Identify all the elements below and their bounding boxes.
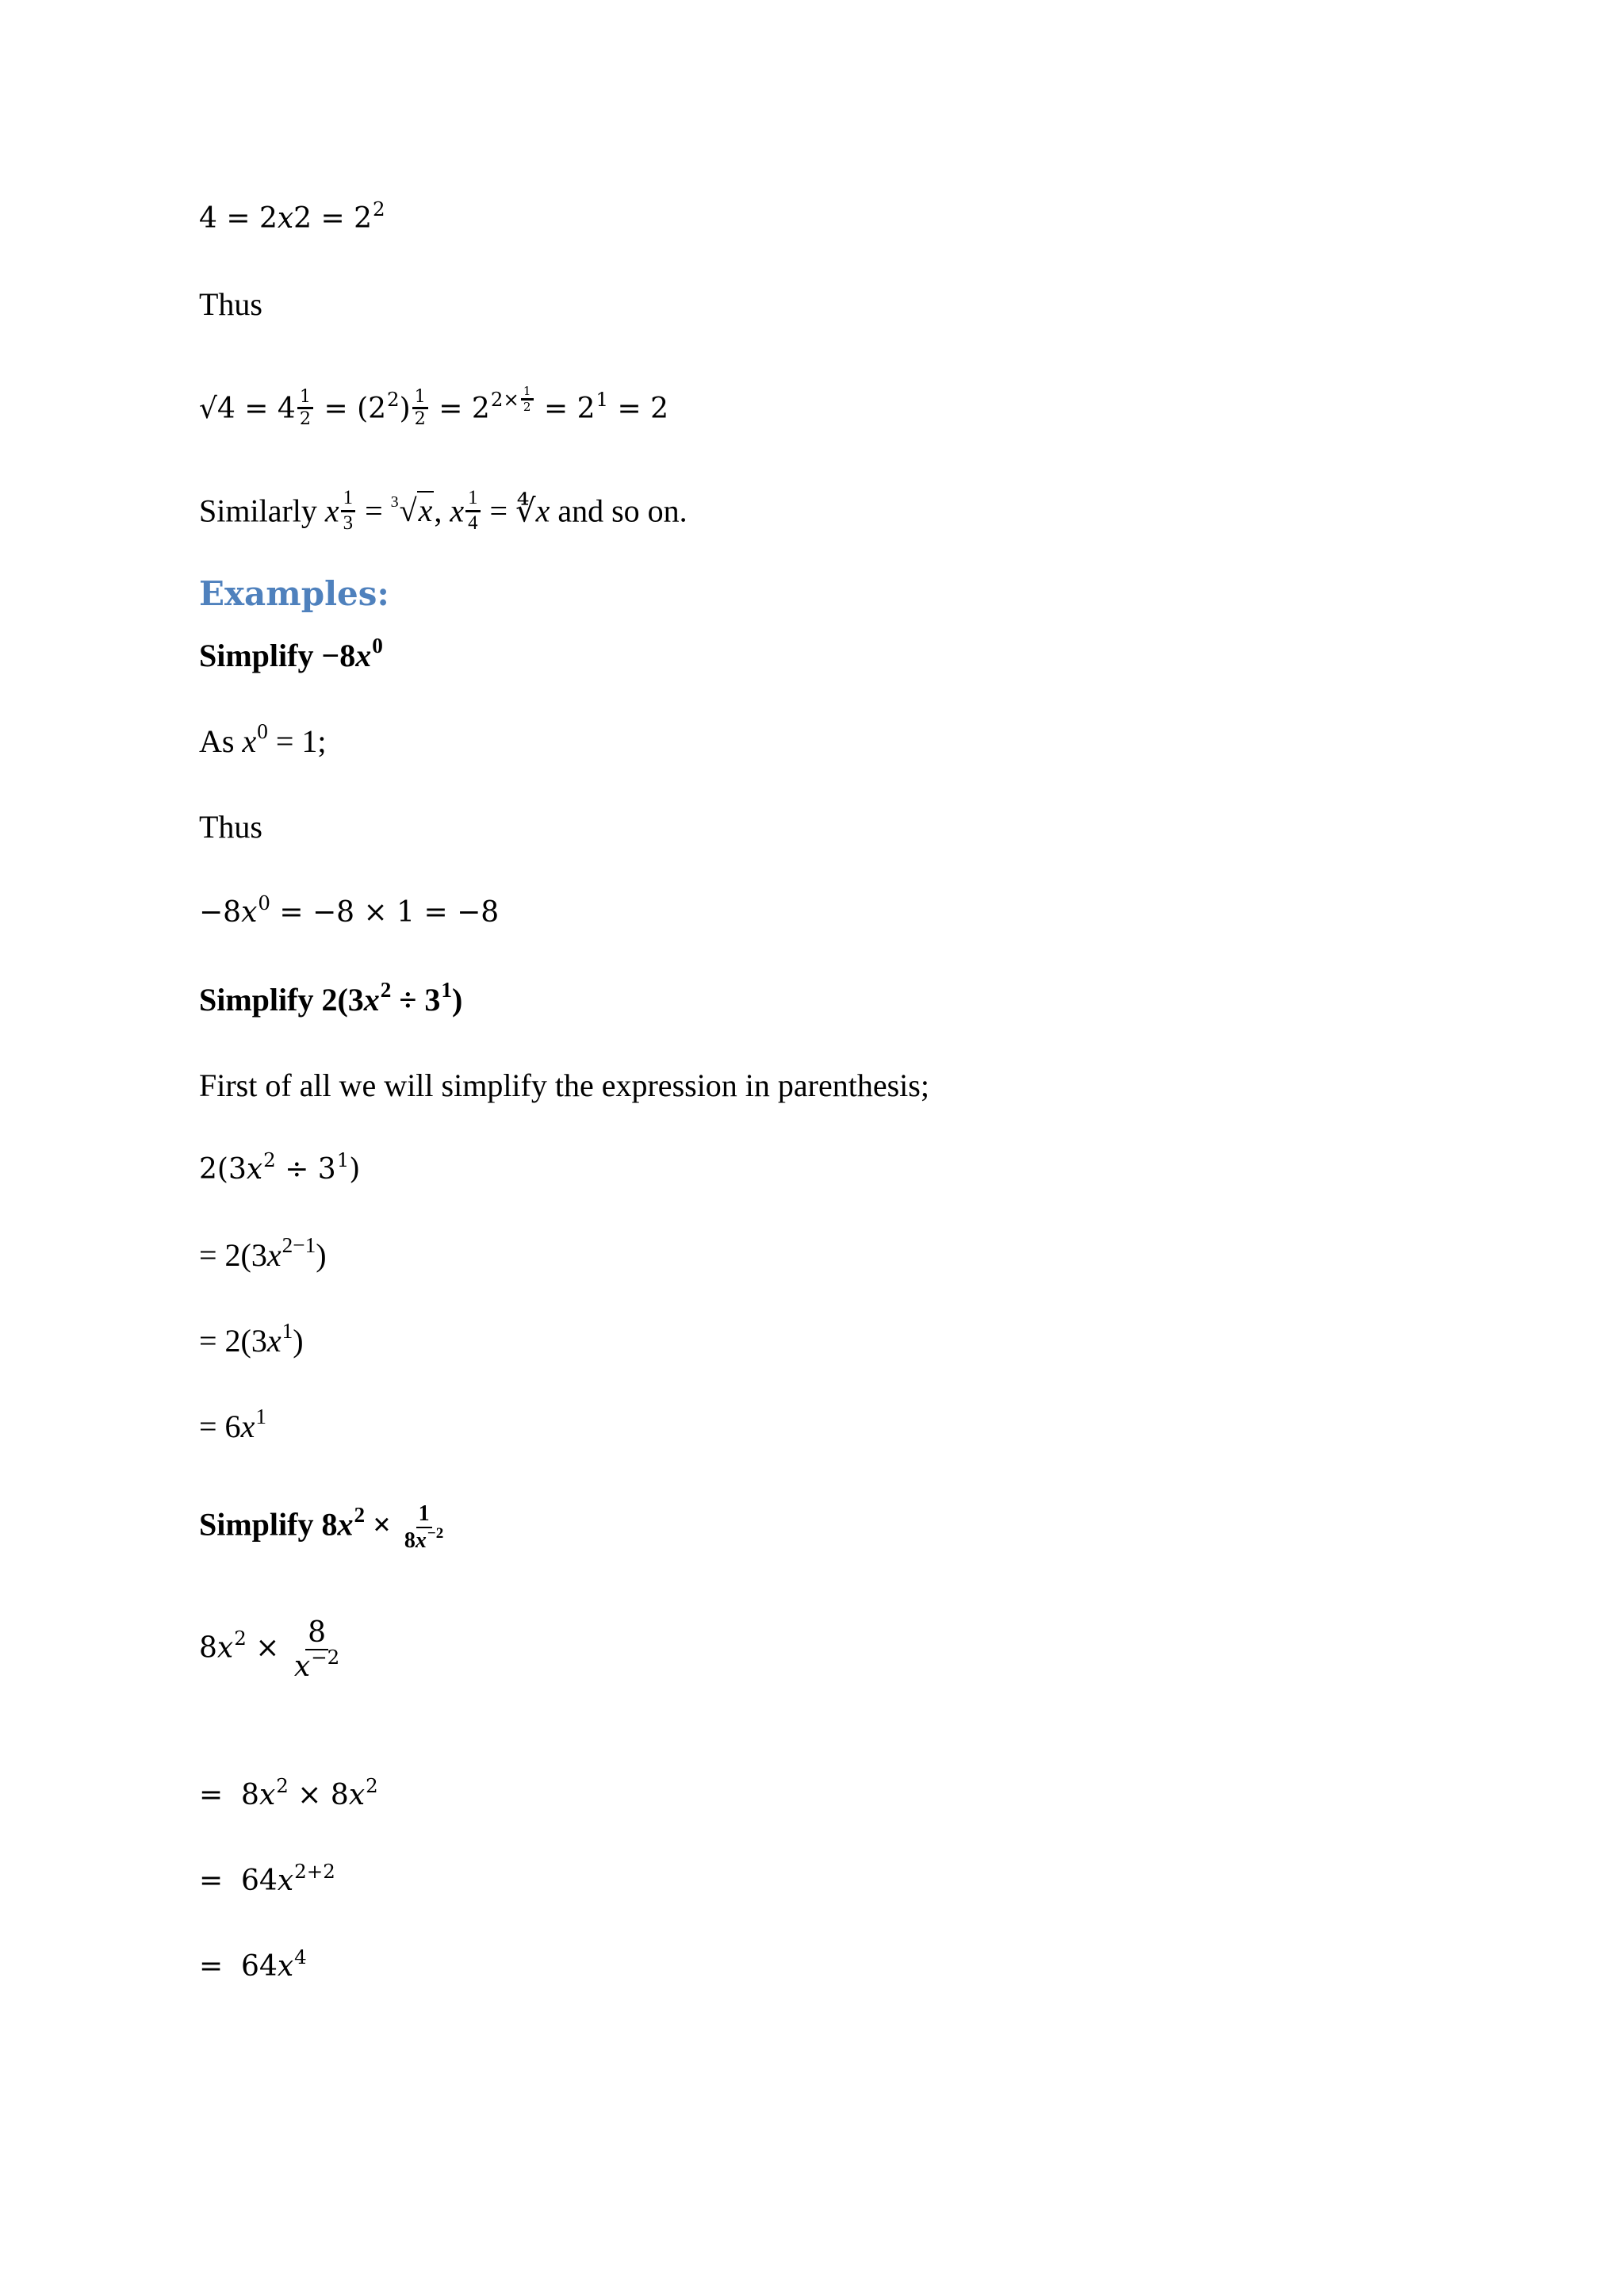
text-run: 3: [343, 512, 354, 534]
math-variable: x: [277, 1865, 294, 1897]
text-run: 1: [596, 387, 609, 411]
math-variable: x: [535, 493, 550, 529]
text-run: −2: [427, 1525, 444, 1543]
text-run: = 2: [608, 392, 669, 425]
text-run: 1: [414, 385, 426, 407]
text-run: ÷ 3: [391, 982, 441, 1018]
superscript: [257, 719, 268, 743]
fraction: [292, 1616, 342, 1684]
text-run: Simplify −8: [199, 638, 356, 673]
text-run: As: [199, 723, 243, 759]
root-index: 3: [390, 493, 399, 512]
denominator: [465, 512, 480, 535]
superscript: [294, 1945, 307, 1968]
math-variable: x: [242, 723, 257, 759]
math-variable: x: [324, 493, 339, 529]
superscript: [427, 1525, 443, 1542]
text-line: [199, 1616, 345, 1684]
text-run: First of all we will simplify the expression in parenthesis;: [199, 1068, 929, 1103]
math-variable: x: [266, 1323, 282, 1359]
math-variable: x: [216, 1631, 234, 1665]
superscript: [372, 634, 383, 657]
numerator: [341, 487, 355, 512]
text-run: 0: [257, 719, 268, 744]
superscript: [441, 978, 452, 1002]
superscript: [381, 978, 392, 1002]
math-variable: x: [337, 1506, 354, 1543]
text-run: ): [349, 1153, 361, 1186]
math-variable: x: [259, 1779, 276, 1811]
text-run: ): [316, 1237, 327, 1273]
numerator: [297, 387, 313, 410]
text-run: 1: [255, 1405, 266, 1429]
superscript: [596, 388, 609, 411]
text-run: 8: [199, 1631, 217, 1665]
math-variable: x: [348, 1779, 366, 1811]
superscript: [490, 384, 535, 415]
text-run: 2: [354, 1502, 366, 1527]
text-line: [199, 199, 385, 239]
math-variable: x: [363, 982, 380, 1018]
text-run: 2 = 2: [293, 202, 373, 235]
text-run: = −8 × 1 = −8: [270, 896, 500, 929]
math-variable: x: [240, 1409, 255, 1444]
numerator: [416, 1501, 432, 1528]
superscript: [234, 1627, 247, 1650]
text-line: [199, 1773, 378, 1815]
text-run: = (2: [315, 392, 387, 425]
text-run: ×: [246, 1631, 289, 1665]
text-run: ÷ 3: [275, 1153, 336, 1186]
text-run: = 6: [199, 1409, 241, 1444]
denominator: [292, 1646, 342, 1684]
text-run: Simplify 2(3: [199, 982, 364, 1018]
text-line: [199, 807, 262, 847]
math-variable: x: [450, 493, 465, 529]
text-run: 1: [282, 1319, 293, 1343]
text-run: Simplify 8: [199, 1506, 338, 1543]
nth-root: [391, 491, 435, 536]
superscript: [294, 1860, 335, 1883]
math-variable: x: [277, 202, 294, 235]
text-run: 2(3: [199, 1153, 247, 1186]
text-run: ): [451, 982, 463, 1018]
superscript: [354, 1503, 365, 1527]
text-run: 1: [468, 487, 478, 508]
text-run: 2: [276, 1773, 289, 1797]
numerator: [412, 387, 428, 410]
text-run: 1: [343, 487, 354, 508]
fraction: [341, 487, 355, 535]
text-line: [199, 1233, 327, 1275]
superscript: [263, 1148, 276, 1171]
text-run: × 8: [288, 1779, 349, 1811]
superscript: [387, 388, 400, 411]
text-run: = 1;: [267, 723, 327, 759]
text-line: [199, 719, 327, 761]
text-run: 2: [380, 978, 392, 1002]
text-run: 2: [387, 387, 400, 411]
superscript: [311, 1646, 339, 1669]
superscript: [337, 1148, 350, 1171]
text-run: 0: [258, 891, 270, 914]
text-run: 2−1: [282, 1233, 316, 1258]
denominator: [402, 1525, 446, 1554]
fraction: [412, 387, 428, 430]
text-line: [199, 1501, 449, 1554]
radicand: [417, 491, 435, 528]
fraction: [465, 487, 480, 535]
text-run: 8: [308, 1616, 326, 1649]
text-run: = 2: [429, 392, 490, 425]
numerator: [521, 385, 534, 401]
text-run: Examples:: [199, 574, 389, 613]
text-run: 4 = 2: [199, 202, 278, 235]
text-run: 0: [372, 634, 383, 658]
denominator: [412, 409, 428, 430]
text-run: Thus: [199, 286, 262, 322]
text-run: √4 = 4: [199, 392, 296, 425]
text-run: = 2(3: [199, 1323, 267, 1359]
text-run: 2: [373, 197, 385, 220]
text-run: 1: [441, 978, 452, 1002]
superscript: [366, 1774, 378, 1797]
text-run: ,: [434, 493, 450, 529]
superscript: [276, 1774, 289, 1797]
text-line: [199, 1407, 266, 1447]
fraction: [402, 1501, 446, 1554]
text-line: [199, 1861, 335, 1901]
text-run: 2: [414, 408, 426, 430]
fraction: [521, 385, 534, 415]
math-variable: x: [415, 1528, 427, 1554]
radical-sign-icon: √: [399, 493, 417, 529]
text-run: 2×: [490, 387, 519, 411]
text-run: =: [357, 493, 391, 529]
text-run: Thus: [199, 809, 262, 845]
text-run: 2: [366, 1773, 378, 1797]
text-run: ): [293, 1323, 304, 1359]
text-run: and so on.: [550, 493, 688, 529]
text-line: [199, 385, 668, 430]
math-variable: x: [241, 896, 258, 929]
text-run: = 64: [199, 1865, 278, 1897]
math-variable: x: [355, 638, 372, 673]
text-line: [199, 1150, 360, 1190]
text-run: 2: [299, 408, 312, 430]
text-run: 2: [263, 1148, 276, 1171]
text-line: [199, 893, 499, 933]
denominator: [297, 409, 313, 430]
superscript: [258, 891, 270, 914]
text-line: [199, 487, 688, 536]
text-run: 1: [418, 1501, 430, 1526]
denominator: [521, 401, 534, 414]
text-line: [199, 636, 383, 676]
superscript: [255, 1405, 266, 1428]
text-run: = 8: [199, 1779, 259, 1811]
text-line: [199, 1066, 929, 1106]
fraction: [297, 387, 313, 430]
text-run: −8: [199, 896, 242, 929]
math-variable: x: [418, 493, 433, 529]
text-run: 2: [234, 1627, 247, 1650]
text-line: [199, 1321, 304, 1361]
text-run: −2: [311, 1646, 340, 1669]
math-variable: x: [266, 1237, 282, 1273]
text-run: = 2: [534, 392, 596, 425]
superscript: [373, 197, 385, 220]
text-run: ): [399, 392, 411, 425]
text-run: 1: [523, 384, 531, 398]
text-run: Similarly: [199, 493, 325, 529]
text-line: [199, 285, 262, 324]
text-line: [199, 980, 462, 1020]
superscript: [282, 1233, 316, 1257]
text-run: = 2(3: [199, 1237, 267, 1273]
text-run: ×: [365, 1506, 399, 1543]
text-run: 8: [404, 1528, 416, 1554]
math-variable: x: [293, 1650, 311, 1684]
text-line: [199, 1947, 307, 1987]
superscript: [282, 1319, 293, 1343]
text-run: 4: [468, 512, 478, 534]
text-run: 1: [336, 1148, 350, 1171]
text-run: 4: [294, 1945, 307, 1968]
text-run: 2+2: [294, 1859, 335, 1883]
math-variable: x: [277, 1950, 294, 1983]
denominator: [341, 512, 355, 535]
math-variable: x: [246, 1153, 263, 1186]
text-run: = ∜: [481, 493, 536, 529]
text-run: 2: [523, 400, 531, 415]
text-run: 1: [299, 385, 312, 407]
text-run: = 64: [199, 1950, 278, 1983]
section-heading: [199, 574, 389, 614]
numerator: [465, 487, 480, 512]
